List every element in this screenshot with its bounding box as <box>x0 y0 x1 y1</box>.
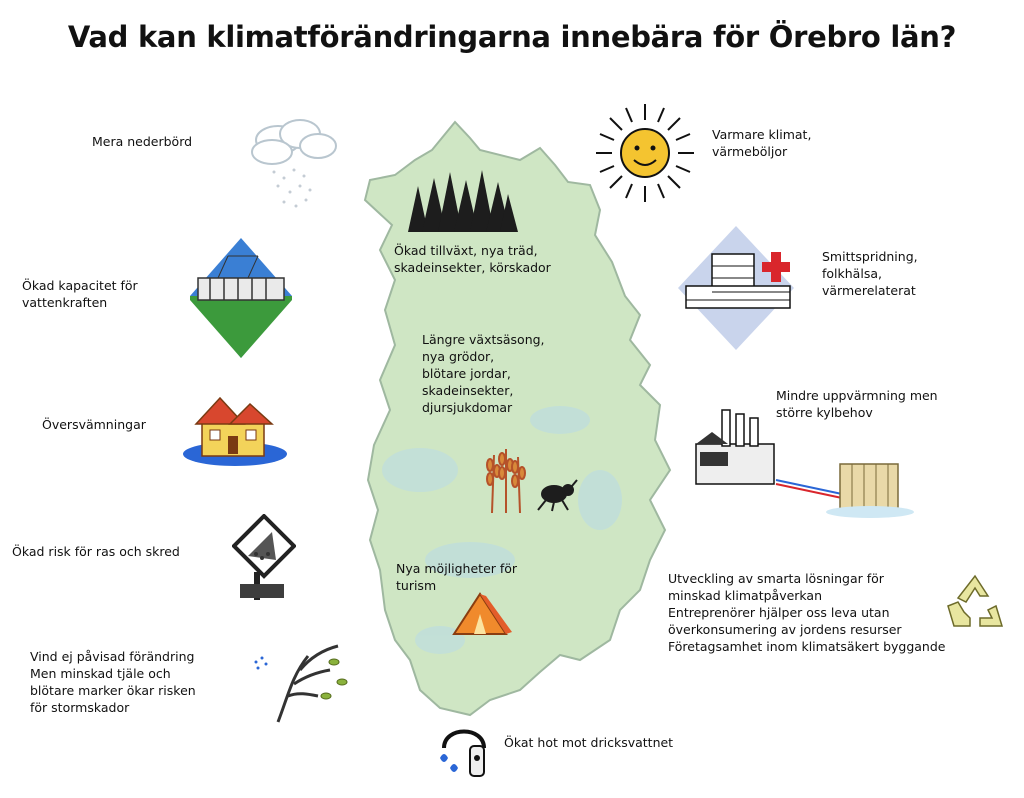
map-label-tillvaxt: Ökad tillväxt, nya träd, skadeinsekter, körskador <box>394 243 551 275</box>
map-label-turism: Nya möjligheter för turism <box>396 561 518 593</box>
label-uppvarmning: Mindre uppvärmning men större kylbehov <box>776 388 938 420</box>
tent-icon <box>450 588 516 638</box>
label-utveckling: Utveckling av smarta lösningar för minskad klimatpåverkan Entreprenörer hjälper oss leva utan överkonsumering av jordens resurser Företagsamhet inom klimatsäkert byggande <box>668 571 946 654</box>
landslide-sign-icon <box>232 514 296 602</box>
flooded-house-icon <box>180 392 290 468</box>
label-oversvamning: Översvämningar <box>42 417 146 432</box>
map-label-vaxtsasong: Längre växtsäsong, nya grödor, blötare jordar, skadeinsekter, djursjukdomar <box>422 332 545 415</box>
smiling-sun-icon <box>594 102 696 204</box>
forest-icon <box>402 168 520 234</box>
hospital-icon <box>676 224 796 352</box>
water-tap-icon <box>430 718 496 780</box>
label-vind: Vind ej påvisad förändring Men minskad tjäle och blötare marker ökar risken för stormskador <box>30 649 196 715</box>
hydropower-dam-icon <box>188 236 294 360</box>
wind-tree-icon <box>248 636 352 724</box>
label-dricksvatten: Ökat hot mot dricksvattnet <box>504 735 674 750</box>
label-smitta: Smittspridning, folkhälsa, värmerelaterat <box>822 249 918 298</box>
label-varmare: Varmare klimat, värmeböljor <box>712 127 812 159</box>
beetle-icon <box>532 478 578 512</box>
label-vattenkraft: Ökad kapacitet för vattenkraften <box>22 278 138 310</box>
label-nederbord: Mera nederbörd <box>92 134 193 149</box>
recycle-icon <box>944 572 1006 632</box>
wheat-icon <box>482 445 528 515</box>
rain-cloud-icon <box>238 112 348 212</box>
page-title: Vad kan klimatförändringarna innebära för Örebro län? <box>67 20 957 54</box>
label-ras: Ökad risk för ras och skred <box>12 544 180 559</box>
factory-icon <box>692 404 916 518</box>
